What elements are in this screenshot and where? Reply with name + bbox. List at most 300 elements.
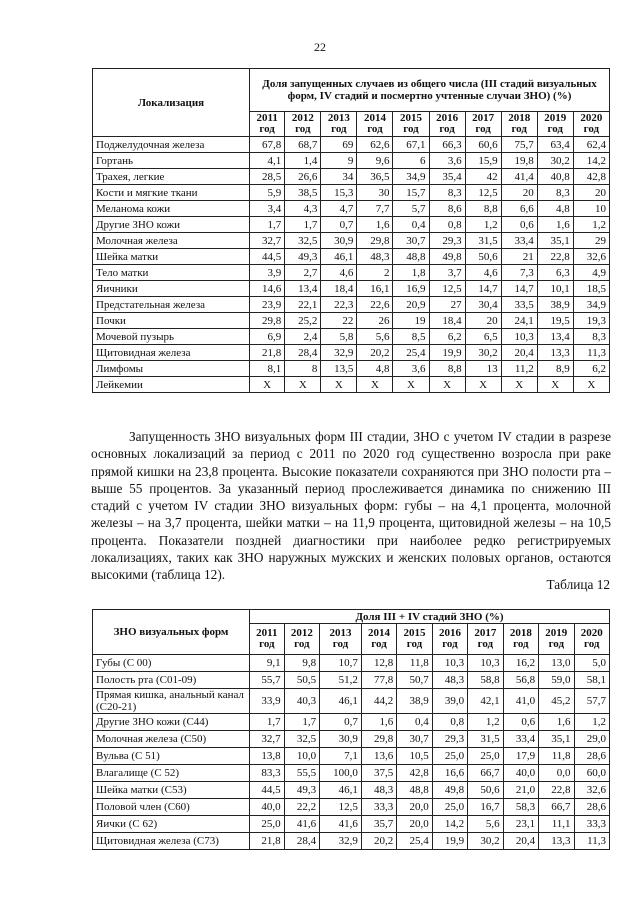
value-cell: X: [393, 377, 429, 393]
value-cell: 32,6: [574, 782, 609, 799]
value-cell: 60,0: [574, 765, 609, 782]
value-cell: 29,3: [429, 233, 465, 249]
year-header: [393, 112, 429, 137]
value-cell: 41,0: [503, 689, 538, 714]
value-cell: 30,2: [537, 153, 573, 169]
value-cell: 22,8: [537, 249, 573, 265]
value-cell: 62,6: [357, 137, 393, 153]
column-header-visual-forms: ЗНО визуальных форм: [93, 610, 250, 655]
value-cell: 29,3: [432, 731, 467, 748]
value-cell: 4,6: [465, 265, 501, 281]
year-suffix: год: [548, 638, 565, 650]
value-cell: 35,1: [537, 233, 573, 249]
year-suffix: год: [259, 638, 275, 650]
row-label: Щитовидная железа (С73): [93, 833, 250, 850]
value-cell: 10,3: [432, 655, 467, 672]
value-cell: 34: [321, 169, 357, 185]
value-cell: 1,7: [284, 714, 319, 731]
value-cell: 3,7: [429, 265, 465, 281]
value-cell: 1,4: [285, 153, 321, 169]
value-cell: 49,8: [432, 782, 467, 799]
value-cell: 20,9: [393, 297, 429, 313]
value-cell: 15,3: [321, 185, 357, 201]
value-cell: 4,8: [537, 201, 573, 217]
value-cell: X: [285, 377, 321, 393]
value-cell: 30,9: [321, 233, 357, 249]
value-cell: 1,8: [393, 265, 429, 281]
year-suffix: год: [367, 123, 383, 135]
value-cell: 50,6: [468, 782, 503, 799]
value-cell: 17,9: [503, 748, 538, 765]
row-label: Другие ЗНО кожи (С44): [93, 714, 250, 731]
year-label: 2020: [580, 112, 603, 124]
value-cell: 48,8: [397, 782, 432, 799]
table-row: [93, 233, 610, 249]
value-cell: 41,6: [284, 816, 319, 833]
value-cell: 8,8: [465, 201, 501, 217]
value-cell: 26,6: [285, 169, 321, 185]
row-label: Трахея, легкие: [93, 169, 250, 185]
value-cell: 16,6: [432, 765, 467, 782]
value-cell: 21,8: [250, 833, 285, 850]
row-label: Яичники: [93, 281, 250, 297]
year-label: 2019: [545, 627, 568, 639]
row-label: Полость рта (С01-09): [93, 672, 250, 689]
value-cell: 11,1: [539, 816, 574, 833]
value-cell: 48,3: [361, 782, 396, 799]
value-cell: 4,7: [321, 201, 357, 217]
value-cell: 10: [573, 201, 609, 217]
year-header: [573, 112, 609, 137]
value-cell: X: [465, 377, 501, 393]
year-label: 2015: [403, 627, 426, 639]
value-cell: 8,8: [429, 361, 465, 377]
value-cell: 2,4: [285, 329, 321, 345]
value-cell: 33,5: [501, 297, 537, 313]
value-cell: 0,8: [429, 217, 465, 233]
year-suffix: год: [439, 123, 455, 135]
value-cell: 15,7: [393, 185, 429, 201]
value-cell: 10,5: [397, 748, 432, 765]
value-cell: 40,0: [503, 765, 538, 782]
value-cell: 66,7: [539, 799, 574, 816]
group-header: Доля запущенных случаев из общего числа (III стадий визуальных форм, IV стадий и посмертно учтенные случаи ЗНО) (%): [250, 69, 610, 112]
value-cell: 27: [429, 297, 465, 313]
value-cell: 18,5: [573, 281, 609, 297]
value-cell: 26: [357, 313, 393, 329]
year-suffix: год: [583, 123, 600, 135]
value-cell: 4,1: [250, 153, 285, 169]
table-row: [93, 265, 610, 281]
value-cell: 31,5: [468, 731, 503, 748]
value-cell: 5,9: [250, 185, 285, 201]
value-cell: 4,6: [321, 265, 357, 281]
value-cell: 13,8: [250, 748, 285, 765]
row-label: Молочная железа: [93, 233, 250, 249]
value-cell: 25,4: [397, 833, 432, 850]
value-cell: 22,8: [539, 782, 574, 799]
value-cell: 56,8: [503, 672, 538, 689]
value-cell: 20: [465, 313, 501, 329]
table-row: [93, 169, 610, 185]
value-cell: 18,4: [429, 313, 465, 329]
value-cell: 5,7: [393, 201, 429, 217]
value-cell: 0,4: [397, 714, 432, 731]
value-cell: 4,8: [357, 361, 393, 377]
value-cell: 11,3: [574, 833, 609, 850]
value-cell: 12,8: [361, 655, 396, 672]
value-cell: 30,7: [397, 731, 432, 748]
value-cell: 46,1: [320, 782, 362, 799]
value-cell: 6,2: [429, 329, 465, 345]
value-cell: 41,4: [501, 169, 537, 185]
value-cell: 32,7: [250, 233, 285, 249]
year-header: [465, 112, 501, 137]
value-cell: X: [357, 377, 393, 393]
table-row: [93, 731, 610, 748]
table-row: [93, 799, 610, 816]
value-cell: 58,3: [503, 799, 538, 816]
table-row: [93, 297, 610, 313]
year-header: [397, 624, 432, 655]
value-cell: 18,4: [321, 281, 357, 297]
table-row: [93, 185, 610, 201]
value-cell: 1,6: [361, 714, 396, 731]
value-cell: 28,5: [250, 169, 285, 185]
value-cell: 19,9: [429, 345, 465, 361]
year-label: 2014: [363, 112, 386, 124]
value-cell: 36,5: [357, 169, 393, 185]
row-label: Шейка матки (С53): [93, 782, 250, 799]
value-cell: 49,8: [429, 249, 465, 265]
value-cell: 11,2: [501, 361, 537, 377]
table-row: [93, 153, 610, 169]
value-cell: 20,2: [361, 833, 396, 850]
group-header: Доля III + IV стадий ЗНО (%): [250, 610, 610, 624]
value-cell: 40,8: [537, 169, 573, 185]
value-cell: 29,8: [250, 313, 285, 329]
year-suffix: год: [406, 638, 423, 650]
value-cell: 14,2: [432, 816, 467, 833]
value-cell: 14,2: [573, 153, 609, 169]
value-cell: 25,0: [432, 799, 467, 816]
value-cell: 31,5: [465, 233, 501, 249]
value-cell: 49,3: [285, 249, 321, 265]
value-cell: 19,5: [537, 313, 573, 329]
value-cell: 13,6: [361, 748, 396, 765]
row-label: Другие ЗНО кожи: [93, 217, 250, 233]
value-cell: 13: [465, 361, 501, 377]
value-cell: X: [321, 377, 357, 393]
value-cell: 44,5: [250, 249, 285, 265]
row-label: Яички (С 62): [93, 816, 250, 833]
value-cell: 35,4: [429, 169, 465, 185]
value-cell: 28,4: [285, 345, 321, 361]
value-cell: 13,4: [285, 281, 321, 297]
value-cell: 6,5: [465, 329, 501, 345]
table-row: [93, 249, 610, 265]
value-cell: 14,6: [250, 281, 285, 297]
value-cell: 10,1: [537, 281, 573, 297]
value-cell: 42,1: [468, 689, 503, 714]
value-cell: 42,8: [573, 169, 609, 185]
year-suffix: год: [259, 123, 275, 135]
value-cell: 0,7: [321, 217, 357, 233]
value-cell: 28,6: [574, 799, 609, 816]
year-label: 2017: [474, 627, 497, 639]
row-label: Кости и мягкие ткани: [93, 185, 250, 201]
table-row: [93, 833, 610, 850]
value-cell: 68,7: [285, 137, 321, 153]
value-cell: 22,2: [284, 799, 319, 816]
table-11-late-stage-share: [92, 68, 610, 393]
value-cell: 29,0: [574, 731, 609, 748]
value-cell: 25,4: [393, 345, 429, 361]
value-cell: 12,5: [429, 281, 465, 297]
year-header: [537, 112, 573, 137]
year-label: 2016: [436, 112, 459, 124]
row-label: Тело матки: [93, 265, 250, 281]
value-cell: 20: [573, 185, 609, 201]
value-cell: 1,2: [468, 714, 503, 731]
value-cell: 20: [501, 185, 537, 201]
value-cell: 77,8: [361, 672, 396, 689]
row-label: Лимфомы: [93, 361, 250, 377]
year-header: [468, 624, 503, 655]
value-cell: 11,8: [539, 748, 574, 765]
value-cell: 8,3: [537, 185, 573, 201]
year-label: 2020: [580, 627, 603, 639]
year-suffix: год: [403, 123, 419, 135]
table-row: [93, 345, 610, 361]
value-cell: 6,2: [573, 361, 609, 377]
value-cell: 22,1: [285, 297, 321, 313]
value-cell: 20,4: [501, 345, 537, 361]
value-cell: 0,7: [320, 714, 362, 731]
value-cell: 23,9: [250, 297, 285, 313]
value-cell: 0,6: [503, 714, 538, 731]
value-cell: 35,1: [539, 731, 574, 748]
value-cell: 3,6: [429, 153, 465, 169]
table-body: [93, 137, 610, 393]
table-row: [93, 714, 610, 731]
year-header: [320, 624, 362, 655]
value-cell: 62,4: [573, 137, 609, 153]
value-cell: 33,3: [361, 799, 396, 816]
value-cell: 60,6: [465, 137, 501, 153]
value-cell: 50,7: [397, 672, 432, 689]
value-cell: 2,7: [285, 265, 321, 281]
value-cell: 100,0: [320, 765, 362, 782]
value-cell: 1,7: [250, 714, 285, 731]
row-label: Половой член (С60): [93, 799, 250, 816]
row-label: Вульва (С 51): [93, 748, 250, 765]
value-cell: 21: [501, 249, 537, 265]
value-cell: 32,9: [321, 345, 357, 361]
value-cell: 10,3: [468, 655, 503, 672]
year-header: [574, 624, 609, 655]
value-cell: 14,7: [465, 281, 501, 297]
value-cell: 9,8: [284, 655, 319, 672]
table-caption: Таблица 12: [546, 577, 610, 592]
value-cell: 30,9: [320, 731, 362, 748]
value-cell: 34,9: [393, 169, 429, 185]
value-cell: 1,7: [250, 217, 285, 233]
value-cell: 1,6: [537, 217, 573, 233]
value-cell: 20,0: [397, 799, 432, 816]
value-cell: 1,6: [539, 714, 574, 731]
table-row: [93, 377, 610, 393]
value-cell: 25,0: [432, 748, 467, 765]
row-label: Гортань: [93, 153, 250, 169]
value-cell: 30,2: [465, 345, 501, 361]
year-suffix: год: [295, 123, 311, 135]
value-cell: X: [250, 377, 285, 393]
value-cell: 48,8: [393, 249, 429, 265]
year-label: 2011: [256, 112, 278, 124]
value-cell: 8,3: [573, 329, 609, 345]
value-cell: 13,3: [539, 833, 574, 850]
year-header: [250, 112, 285, 137]
value-cell: 32,6: [573, 249, 609, 265]
value-cell: 50,5: [284, 672, 319, 689]
value-cell: 6,3: [537, 265, 573, 281]
year-label: 2019: [544, 112, 567, 124]
value-cell: 6,6: [501, 201, 537, 217]
value-cell: 19,3: [573, 313, 609, 329]
value-cell: 1,6: [357, 217, 393, 233]
year-header: [284, 624, 319, 655]
year-suffix: год: [584, 638, 600, 650]
year-label: 2016: [438, 627, 461, 639]
year-label: 2018: [508, 112, 531, 124]
value-cell: 22,6: [357, 297, 393, 313]
value-cell: 35,7: [361, 816, 396, 833]
year-suffix: год: [511, 123, 527, 135]
value-cell: 10,0: [284, 748, 319, 765]
value-cell: 1,2: [574, 714, 609, 731]
row-label: Щитовидная железа: [93, 345, 250, 361]
table-12-visual-forms: [92, 609, 610, 850]
value-cell: 20,0: [397, 816, 432, 833]
value-cell: 16,2: [503, 655, 538, 672]
value-cell: 5,6: [468, 816, 503, 833]
year-label: 2018: [509, 627, 532, 639]
value-cell: 32,5: [284, 731, 319, 748]
value-cell: 1,2: [465, 217, 501, 233]
row-label: Меланома кожи: [93, 201, 250, 217]
value-cell: 38,9: [397, 689, 432, 714]
value-cell: 42: [465, 169, 501, 185]
value-cell: 1,7: [285, 217, 321, 233]
value-cell: 50,6: [465, 249, 501, 265]
table-row: [93, 201, 610, 217]
body-paragraph: Запущенность ЗНО визуальных форм III стадии, ЗНО с учетом IV стадии в разрезе основных локализаций за период с 2011 по 2020 год существенно возросла при раке прямой кишки на 23,8 процента. Высокие показатели сохраняются при ЗНО полости рта – выше 55 процентов. За указанный период прослеживается динамика по снижению III стадий с учетом IV стадии ЗНО визуальных форм: губы – на 4,1 процента, молочной железы – на 3,7 процента, шейки матки – на 11,9 процента, щитовидной железы – на 10,5 процента. Показатели поздней диагностики при наиболее редко регистрируемых локализациях, таких как ЗНО наружных мужских и женских половых органов, остаются высокими (таблица 12).: [91, 429, 611, 583]
value-cell: 9,6: [357, 153, 393, 169]
value-cell: 8,3: [429, 185, 465, 201]
value-cell: 5,0: [574, 655, 609, 672]
year-suffix: год: [513, 638, 529, 650]
row-label: Губы (С 00): [93, 655, 250, 672]
year-header: [357, 112, 393, 137]
value-cell: 29,8: [361, 731, 396, 748]
table-row: [93, 748, 610, 765]
table-row: [93, 816, 610, 833]
value-cell: 33,3: [574, 816, 609, 833]
value-cell: 48,3: [432, 672, 467, 689]
value-cell: 21,8: [250, 345, 285, 361]
row-label: Предстательная железа: [93, 297, 250, 313]
table-row: [93, 689, 610, 714]
value-cell: 13,5: [321, 361, 357, 377]
value-cell: 46,1: [320, 689, 362, 714]
value-cell: 3,9: [250, 265, 285, 281]
value-cell: 30: [357, 185, 393, 201]
row-label: Почки: [93, 313, 250, 329]
value-cell: 58,8: [468, 672, 503, 689]
value-cell: 8: [285, 361, 321, 377]
value-cell: 3,4: [250, 201, 285, 217]
year-suffix: год: [332, 638, 349, 650]
table-row: [93, 217, 610, 233]
value-cell: 49,3: [284, 782, 319, 799]
value-cell: 39,0: [432, 689, 467, 714]
value-cell: 21,0: [503, 782, 538, 799]
value-cell: 83,3: [250, 765, 285, 782]
row-label: Прямая кишка, анальный канал (С20-21): [93, 689, 250, 714]
value-cell: 6: [393, 153, 429, 169]
column-header-localization: Локализация: [93, 69, 250, 137]
year-header: [361, 624, 396, 655]
value-cell: X: [537, 377, 573, 393]
value-cell: 0,4: [393, 217, 429, 233]
year-label: 2012: [291, 112, 314, 124]
value-cell: 59,0: [539, 672, 574, 689]
value-cell: 24,1: [501, 313, 537, 329]
value-cell: 40,0: [250, 799, 285, 816]
value-cell: 30,2: [468, 833, 503, 850]
value-cell: 8,9: [537, 361, 573, 377]
value-cell: 12,5: [320, 799, 362, 816]
value-cell: 46,1: [321, 249, 357, 265]
value-cell: 10,7: [320, 655, 362, 672]
value-cell: 67,8: [250, 137, 285, 153]
year-label: 2015: [400, 112, 422, 124]
year-label: 2011: [256, 627, 278, 639]
row-label: Шейка матки: [93, 249, 250, 265]
row-label: Поджелудочная железа: [93, 137, 250, 153]
value-cell: 33,4: [503, 731, 538, 748]
year-label: 2013: [329, 627, 352, 639]
table-row: [93, 765, 610, 782]
year-suffix: год: [477, 638, 494, 650]
value-cell: 9,1: [250, 655, 285, 672]
value-cell: 30,7: [393, 233, 429, 249]
value-cell: 13,0: [539, 655, 574, 672]
value-cell: 44,5: [250, 782, 285, 799]
value-cell: 51,2: [320, 672, 362, 689]
value-cell: 0,6: [501, 217, 537, 233]
row-label: Влагалище (С 52): [93, 765, 250, 782]
value-cell: 6,9: [250, 329, 285, 345]
year-header: [429, 112, 465, 137]
table-row: [93, 672, 610, 689]
value-cell: 67,1: [393, 137, 429, 153]
value-cell: 42,8: [397, 765, 432, 782]
year-header: [432, 624, 467, 655]
value-cell: 13,3: [537, 345, 573, 361]
value-cell: 57,7: [574, 689, 609, 714]
